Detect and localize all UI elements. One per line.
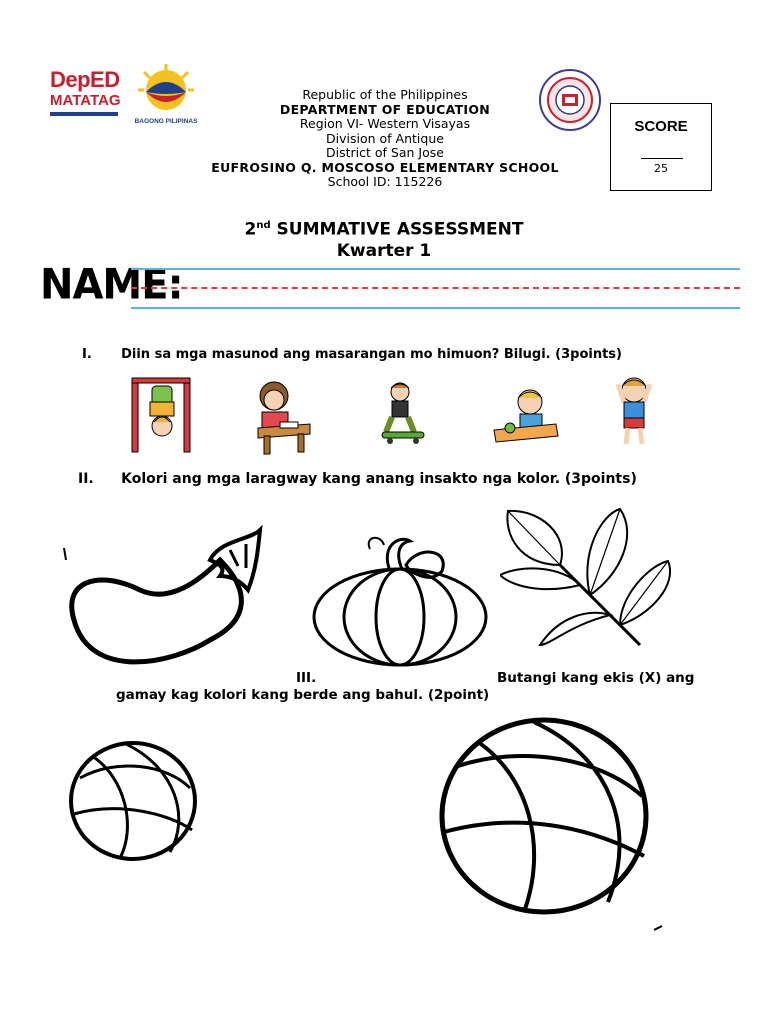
score-total: 25 xyxy=(654,162,668,175)
pumpkin-drawing[interactable] xyxy=(310,535,492,669)
activity-painting-image[interactable] xyxy=(490,384,562,446)
logo-underline xyxy=(50,112,118,116)
title-line-1: 2nd SUMMATIVE ASSESSMENT xyxy=(244,219,524,240)
bagong-pilipinas-text: BAGONG PILIPINAS xyxy=(134,118,198,125)
score-box[interactable] xyxy=(610,103,712,191)
deped-logo-text: DepED xyxy=(50,67,120,92)
name-guide-line-top xyxy=(131,268,740,270)
name-guide-line-dashed[interactable] xyxy=(131,287,740,289)
question-1-number: I. xyxy=(82,347,92,362)
score-label: SCORE xyxy=(634,118,688,135)
header-school-name: EUFROSINO Q. MOSCOSO ELEMENTARY SCHOOL xyxy=(211,159,559,175)
question-3-text-b: gamay kag kolori kang berde ang bahul. (2point) xyxy=(116,687,490,703)
header-district: District of San Jose xyxy=(326,145,444,160)
question-1 xyxy=(82,343,722,362)
header-division: Division of Antique xyxy=(326,130,444,146)
title-line-2: Kwarter 1 xyxy=(336,240,432,261)
question-2-text: Kolori ang mga laragway kang anang insakto nga kolor. (3points) xyxy=(121,471,637,487)
big-basketball-drawing[interactable] xyxy=(438,716,652,916)
header-department: DEPARTMENT OF EDUCATION xyxy=(279,101,491,117)
assessment-title xyxy=(160,215,608,262)
school-header xyxy=(190,88,580,190)
small-basketball-drawing[interactable] xyxy=(66,738,200,864)
eggplant-drawing[interactable] xyxy=(60,520,270,680)
question-2 xyxy=(78,468,738,487)
header-region: Region VI- Western Visayas xyxy=(299,116,471,131)
activity-monkey-bars-image[interactable] xyxy=(128,372,196,456)
question-2-number: II. xyxy=(78,471,94,487)
deped-matatag-logo xyxy=(50,68,122,130)
corner-mark xyxy=(654,924,664,932)
activity-jumping-kid-image[interactable] xyxy=(610,374,658,448)
activity-writing-desk-image[interactable] xyxy=(250,378,314,456)
name-guide-line-bottom xyxy=(131,307,740,309)
question-3-text-a: Butangi kang ekis (X) ang xyxy=(497,670,695,686)
matatag-logo-text: MATATAG xyxy=(50,92,121,109)
header-school-id: School ID: 115226 xyxy=(327,174,443,189)
name-label: NAME: xyxy=(40,260,183,310)
activity-skateboard-image[interactable] xyxy=(376,380,430,446)
question-3-number: III. xyxy=(296,670,317,686)
header-republic: Republic of the Philippines xyxy=(302,87,468,102)
question-1-text: Diin sa mga masunod ang masarangan mo himuon? Bilugi. (3points) xyxy=(121,347,622,362)
score-blank-line xyxy=(641,158,683,159)
leaves-drawing[interactable] xyxy=(500,505,690,651)
